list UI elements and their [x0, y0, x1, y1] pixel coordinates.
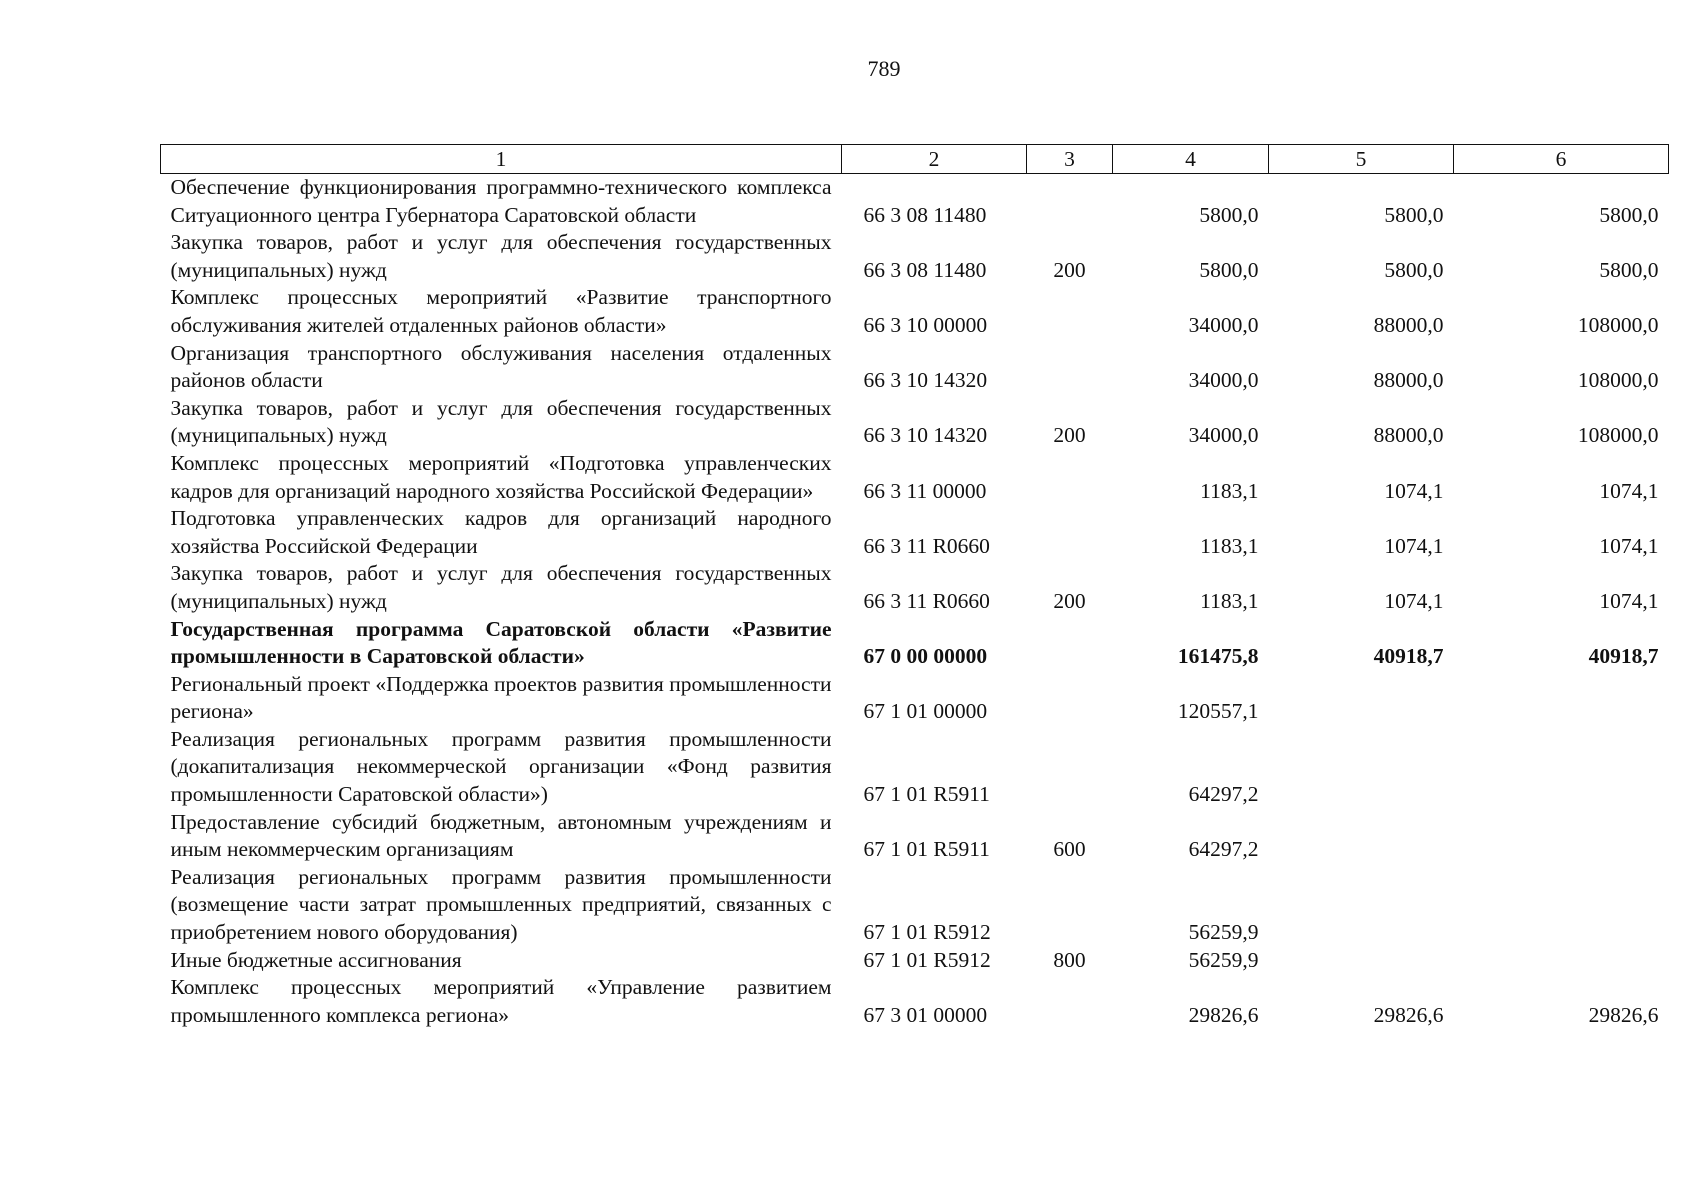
table-row: [161, 560, 1669, 615]
row-name: Подготовка управленческих кадров для организаций народного хозяйства Российской Федерации: [170, 506, 832, 558]
row-expense-type: [1027, 616, 1113, 671]
table-row: [161, 974, 1669, 1029]
table-row: [161, 174, 1669, 230]
header-col-5: 5: [1269, 145, 1454, 174]
row-value-2026: [1454, 671, 1669, 726]
row-value-2024: 5800,0: [1199, 202, 1259, 227]
row-name: Реализация региональных программ развития промышленности (возмещение части затрат промышленных предприятий, связанных с приобретением нового оборудования): [170, 864, 832, 945]
row-name: Комплекс процессных мероприятий «Подготовка управленческих кадров для организаций народного хозяйства Российской Федерации»: [170, 450, 832, 503]
row-code: 66 3 11 R0660: [863, 588, 990, 613]
row-code: 67 1 01 00000: [863, 699, 988, 724]
row-name: Иные бюджетные ассигнования: [170, 947, 462, 972]
table-row: [161, 616, 1669, 671]
row-name: Обеспечение функционирования программно-технического комплекса Ситуационного центра Губернатора Саратовской области: [170, 175, 832, 227]
row-value-2025: 5800,0: [1384, 202, 1444, 227]
row-code: 67 1 01 R5911: [863, 782, 990, 807]
table-body: [161, 174, 1669, 1030]
table-row: [161, 229, 1669, 284]
row-code: 66 3 10 00000: [863, 312, 988, 337]
header-col-3: 3: [1027, 145, 1113, 174]
header-row: [161, 145, 1669, 174]
row-code: 66 3 11 00000: [863, 478, 987, 503]
row-value-2026: 1074,1: [1599, 533, 1659, 558]
table-row: [161, 671, 1669, 726]
table-row: [161, 340, 1669, 395]
header-col-1: 1: [161, 145, 842, 174]
row-value-2025: 88000,0: [1373, 423, 1444, 448]
row-value-2026: [1454, 809, 1669, 864]
row-expense-type: [1027, 340, 1113, 395]
row-value-2026: [1454, 864, 1669, 947]
row-value-2024: 34000,0: [1188, 423, 1259, 448]
row-value-2024: 34000,0: [1188, 368, 1259, 393]
row-value-2025: 1074,1: [1384, 588, 1444, 613]
row-value-2025: 1074,1: [1384, 478, 1444, 503]
row-value-2024: 120557,1: [1177, 699, 1259, 724]
row-expense-type: [1027, 450, 1113, 505]
row-value-2026: 108000,0: [1577, 423, 1659, 448]
row-name: Региональный проект «Поддержка проектов развития промышленности региона»: [170, 671, 832, 724]
row-name: Организация транспортного обслуживания населения отдаленных районов области: [170, 340, 832, 393]
row-value-2025: [1269, 726, 1454, 809]
table-row: [161, 450, 1669, 505]
row-code: 67 0 00 00000: [863, 644, 988, 669]
row-value-2025: [1269, 864, 1454, 947]
row-value-2026: 1074,1: [1599, 588, 1659, 613]
table-row: [161, 864, 1669, 947]
row-name: Реализация региональных программ развития промышленности (докапитализация некоммерческой организации «Фонд развития промышленности Саратовской области»): [170, 726, 832, 807]
table-header: [161, 145, 1669, 174]
row-value-2026: [1454, 726, 1669, 809]
row-expense-type: 200: [1053, 257, 1086, 282]
row-expense-type: [1027, 505, 1113, 560]
row-value-2024: 56259,9: [1188, 920, 1259, 945]
row-code: 66 3 08 11480: [863, 257, 987, 282]
row-code: 67 3 01 00000: [863, 1002, 988, 1027]
table-row: [161, 395, 1669, 450]
row-value-2026: 1074,1: [1599, 478, 1659, 503]
row-value-2024: 5800,0: [1199, 257, 1259, 282]
row-expense-type: [1027, 174, 1113, 230]
row-code: 66 3 11 R0660: [863, 533, 990, 558]
row-code: 66 3 10 14320: [863, 423, 988, 448]
row-value-2026: 5800,0: [1599, 257, 1659, 282]
row-name: Закупка товаров, работ и услуг для обеспечения государственных (муниципальных) нужд: [170, 561, 832, 613]
row-name: Закупка товаров, работ и услуг для обеспечения государственных (муниципальных) нужд: [170, 395, 832, 448]
row-name: Комплекс процессных мероприятий «Управление развитием промышленного комплекса региона»: [170, 975, 832, 1027]
table-row: [161, 809, 1669, 864]
row-expense-type: [1027, 974, 1113, 1029]
row-value-2026: 29826,6: [1588, 1002, 1659, 1027]
row-value-2024: 1183,1: [1200, 533, 1259, 558]
row-value-2024: 64297,2: [1188, 782, 1259, 807]
row-value-2024: 1183,1: [1200, 478, 1259, 503]
header-col-4: 4: [1113, 145, 1269, 174]
row-expense-type: [1027, 284, 1113, 339]
row-value-2024: 34000,0: [1188, 312, 1259, 337]
row-expense-type: 200: [1053, 588, 1086, 613]
row-expense-type: 200: [1053, 423, 1086, 448]
row-value-2024: 29826,6: [1188, 1002, 1259, 1027]
row-value-2026: 108000,0: [1577, 312, 1659, 337]
row-value-2026: 108000,0: [1577, 368, 1659, 393]
row-value-2025: [1269, 809, 1454, 864]
row-expense-type: 800: [1053, 947, 1086, 972]
page-number: 789: [867, 56, 901, 81]
row-value-2025: 88000,0: [1373, 368, 1444, 393]
row-expense-type: [1027, 726, 1113, 809]
row-value-2025: [1269, 947, 1454, 975]
row-value-2024: 1183,1: [1200, 588, 1259, 613]
row-name: Комплекс процессных мероприятий «Развитие транспортного обслуживания жителей отдаленных районов области»: [170, 285, 832, 337]
table-row: [161, 284, 1669, 339]
row-name: Предоставление субсидий бюджетным, автономным учреждениям и иным некоммерческим организациям: [170, 809, 832, 862]
row-value-2026: 40918,7: [1588, 644, 1659, 669]
row-expense-type: 600: [1053, 837, 1086, 862]
row-value-2024: 161475,8: [1177, 644, 1259, 669]
row-value-2026: [1454, 947, 1669, 975]
row-expense-type: [1027, 864, 1113, 947]
row-value-2025: 40918,7: [1373, 644, 1444, 669]
row-expense-type: [1027, 671, 1113, 726]
row-value-2025: 88000,0: [1373, 312, 1444, 337]
row-code: 66 3 08 11480: [863, 202, 987, 227]
budget-table: [160, 144, 1669, 1029]
row-value-2026: 5800,0: [1599, 202, 1659, 227]
row-value-2025: [1269, 671, 1454, 726]
row-value-2024: 56259,9: [1188, 947, 1259, 972]
row-code: 67 1 01 R5912: [863, 947, 991, 972]
row-value-2025: 5800,0: [1384, 257, 1444, 282]
row-code: 66 3 10 14320: [863, 368, 988, 393]
header-col-6: 6: [1454, 145, 1669, 174]
table-row: [161, 726, 1669, 809]
row-value-2024: 64297,2: [1188, 837, 1259, 862]
header-col-2: 2: [842, 145, 1027, 174]
row-code: 67 1 01 R5911: [863, 837, 990, 862]
row-value-2025: 29826,6: [1373, 1002, 1444, 1027]
row-value-2025: 1074,1: [1384, 533, 1444, 558]
row-name: Закупка товаров, работ и услуг для обеспечения государственных (муниципальных) нужд: [170, 230, 832, 282]
table-row: [161, 505, 1669, 560]
table-row: [161, 947, 1669, 975]
row-name: Государственная программа Саратовской области «Развитие промышленности в Саратовской области»: [170, 616, 832, 669]
row-code: 67 1 01 R5912: [863, 920, 991, 945]
